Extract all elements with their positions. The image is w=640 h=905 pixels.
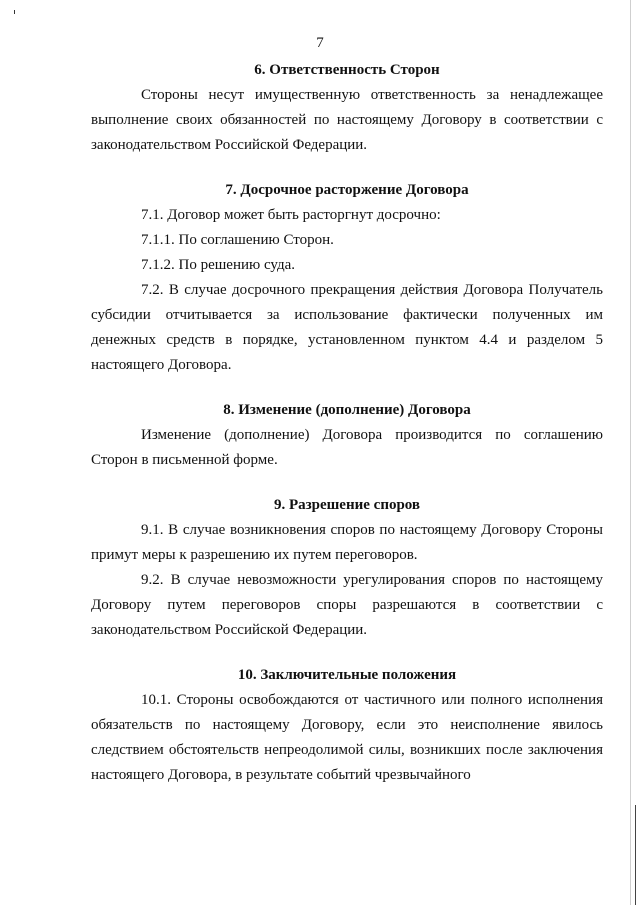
section-8-paragraph: Изменение (дополнение) Договора производится по соглашению Сторон в письменной форме. [91, 427, 603, 468]
scan-edge-line [630, 0, 631, 905]
section-7-paragraph-3: 7.1.2. По решению суда. [141, 257, 296, 273]
section-7-heading: 7. Досрочное расторжение Договора [225, 182, 469, 198]
scan-edge-shadow [635, 805, 636, 905]
section-6-paragraph: Стороны несут имущественную ответственность за ненадлежащее выполнение своих обязанностей по настоящему Договору в соответствии с законодательством Российской Федерации. [91, 87, 603, 153]
section-10-paragraph-1: 10.1. Стороны освобождаются от частичного или полного исполнения обязательств по настоящему Договору, если это неисполнение явилось следствием обстоятельств непреодолимой силы, возникших после заключения настоящего Договора, в результате событий чрезвычайного [91, 692, 603, 783]
section-8-heading: 8. Изменение (дополнение) Договора [223, 402, 471, 418]
scan-mark [14, 10, 15, 14]
section-9-paragraph-1: 9.1. В случае возникновения споров по настоящему Договору Стороны примут меры к разрешению их путем переговоров. [91, 522, 603, 563]
section-6-heading: 6. Ответственность Сторон [254, 62, 440, 78]
section-7-paragraph-4: 7.2. В случае досрочного прекращения действия Договора Получатель субсидии отчитывается за использование фактически полученных им денежных средств в порядке, установленном пунктом 4.4 и разделом 5 настоящего Договора. [91, 282, 603, 373]
section-9-paragraph-2: 9.2. В случае невозможности урегулирования споров по настоящему Договору путем переговоров споры разрешаются в соответствии с законодательством Российской Федерации. [91, 572, 603, 638]
section-7-paragraph-1: 7.1. Договор может быть расторгнут досрочно: [141, 207, 441, 223]
page-number: 7 [316, 35, 324, 51]
section-10-heading: 10. Заключительные положения [237, 667, 457, 683]
section-7-paragraph-2: 7.1.1. По соглашению Сторон. [141, 232, 334, 248]
document-body [91, 58, 603, 788]
section-9-heading: 9. Разрешение споров [273, 497, 421, 513]
